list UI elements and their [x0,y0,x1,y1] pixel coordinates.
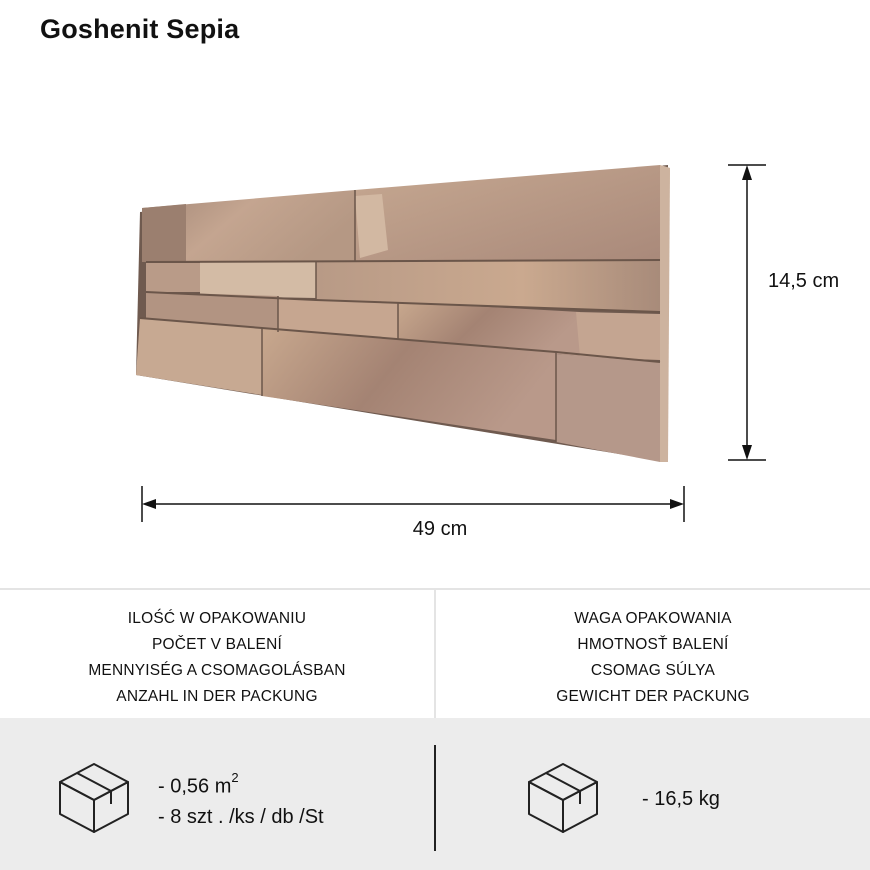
area-exponent: 2 [231,770,239,785]
quantity-heading [0,606,434,710]
quantity-heading-line: ANZAHL IN DER PACKUNG [116,688,318,705]
box-icon [527,760,599,834]
height-label: 14,5 cm [768,270,840,292]
weight-heading-line: HMOTNOSŤ BALENÍ [577,636,729,653]
weight-heading-line: CSOMAG SÚLYA [590,662,716,679]
quantity-values [158,766,324,832]
quantity-heading-line: MENNYISÉG A CSOMAGOLÁSBAN [88,662,346,679]
height-dimension-line [728,165,766,460]
info-values-panel [0,718,870,870]
quantity-heading-line: ILOŚĆ W OPAKOWANIU [127,610,307,627]
width-label: 49 cm [412,518,468,540]
stone-panel-image [136,165,670,462]
values-divider [434,745,436,851]
weight-heading-line: GEWICHT DER PACKUNG [556,688,750,705]
box-icon [58,760,130,834]
area-text: - 0,56 m [158,775,232,798]
weight-heading [436,606,870,710]
area-value [158,766,324,802]
info-headings [0,588,870,720]
pieces-value: - 8 szt . /ks / db /St [158,805,324,828]
weight-value: - 16,5 kg [642,788,720,810]
page-title: Goshenit Sepia [40,14,240,44]
weight-heading-line: WAGA OPAKOWANIA [574,610,732,627]
quantity-heading-line: POČET V BALENÍ [151,636,282,653]
width-dimension-line [142,486,684,522]
